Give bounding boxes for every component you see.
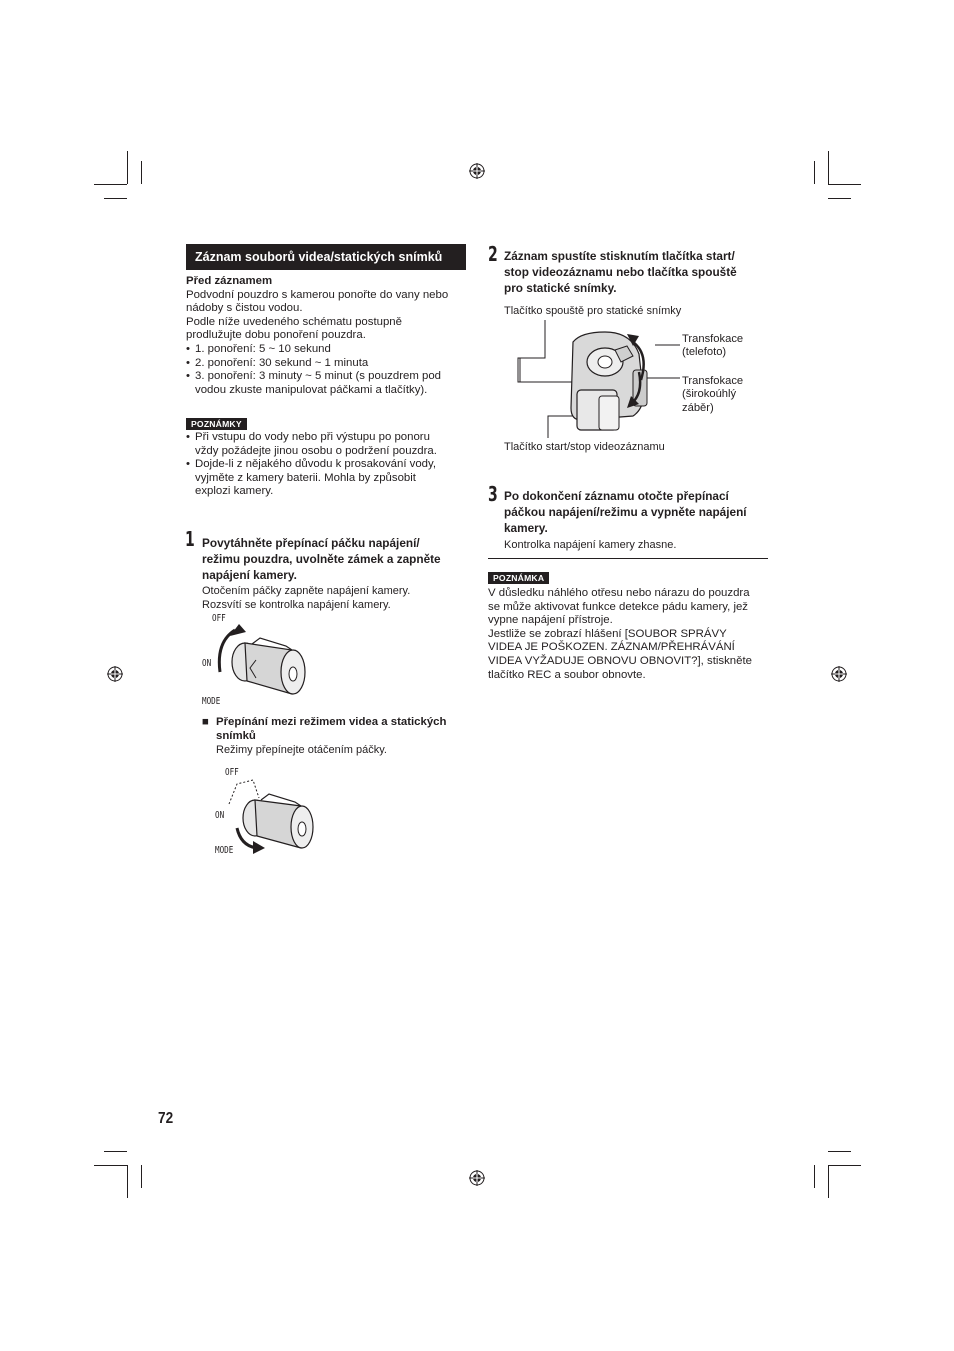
off-label: OFF [225,767,239,778]
registration-mark-icon [469,163,485,179]
step-desc: Otočením páčky zapněte napájení kamery. Rozsvítí se kontrolka napájení kamery. [202,585,411,611]
step-number: 2 [488,242,498,266]
zoom-tele-label: Transfokace (telefoto) [682,333,744,359]
step-title: Povytáhněte přepínací páčku napájení/ režimu pouzdra, uvolněte zámek a zapněte napájení kamery. [202,536,441,582]
list-item: • 2. ponoření: 30 sekund ~ 1 minuta [186,357,369,369]
off-label: OFF [212,613,226,624]
mode-lever-illustration [215,778,325,858]
step-desc: Kontrolka napájení kamery zhasne. [504,539,677,551]
housing-controls-illustration [515,320,685,438]
start-stop-button-label: Tlačítko start/stop videozáznamu [504,441,665,453]
registration-mark-icon [831,666,847,682]
before-line: prodlužujte dobu ponoření pouzdra. [186,329,366,341]
list-item: • Dojde-li z nějakého důvodu k prosakování vody, vyjměte z kamery baterii. Mohla by způsobit explozi kamery. [186,458,437,498]
before-line: Podvodní pouzdro s kamerou ponořte do vany nebo [186,289,449,301]
registration-mark-icon [469,1170,485,1186]
registration-mark-icon [107,666,123,682]
list-item: • 1. ponoření: 5 ~ 10 sekund [186,343,331,355]
power-lever-illustration [200,620,315,700]
list-item: • Při vstupu do vody nebo při výstupu po ponoru vždy požádejte jinou osobu o podržení pouzdra. [186,431,437,457]
before-line: nádoby s čistou vodou. [186,302,303,314]
page-number: 72 [158,1110,174,1127]
on-label: ON [215,810,225,821]
mode-label: MODE [202,696,221,707]
sub-desc: Režimy přepínejte otáčením páčky. [216,744,387,756]
step-title: Po dokončení záznamu otočte přepínací páčkou napájení/režimu a vypněte napájení kamery. [504,489,747,535]
on-label: ON [202,658,212,669]
list-item: • 3. ponoření: 3 minuty ~ 5 minut (s pouzdrem pod vodou zkuste manipulovat páčkami a tlačítky). [186,370,441,396]
before-heading: Před záznamem [186,275,273,287]
before-line: Podle níže uvedeného schématu postupně [186,316,402,328]
shutter-button-label: Tlačítko spouště pro statické snímky [504,305,682,317]
note-badge: POZNÁMKA [488,572,549,584]
step-number: 1 [185,527,195,551]
mode-label: MODE [215,845,234,856]
section-header: Záznam souborů videa/statických snímků [186,244,466,270]
step-number: 3 [488,482,498,506]
note-text: V důsledku náhlého otřesu nebo nárazu do pouzdra se může aktivovat funkce detekce pádu kamery, jež vypne napájení přístroje. Jestliže se zobrazí hlášení [SOUBOR SPRÁVY VIDEA JE POŠKOZEN. ZÁZNAM/PŘEHRÁVÁNÍ VIDEA VYŽADUJE OBNOVU OBNOVIT?], stiskněte tlačítko REC a soubor obnovte. [488,587,752,681]
sub-title: ■ Přepínání mezi režimem videa a statických snímků [202,716,447,742]
divider [488,558,768,559]
notes-badge: POZNÁMKY [186,418,247,430]
zoom-wide-label: Transfokace (širokoúhlý záběr) [682,375,744,414]
step-title: Záznam spustíte stisknutím tlačítka start/ stop videozáznamu nebo tlačítka spouště pro statické snímky. [504,249,737,295]
